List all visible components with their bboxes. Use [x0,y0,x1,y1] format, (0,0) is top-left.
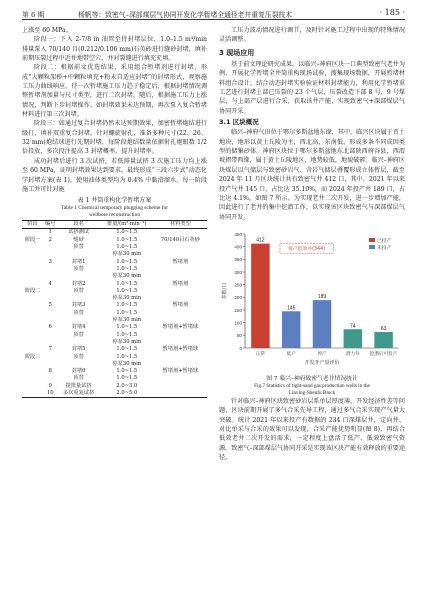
table-header-cell: 阶段 [27,221,38,228]
y-tick-label: 250 [234,282,242,288]
table-body [22,229,207,398]
legend-swatch [369,245,375,249]
table-cell: 1.0~1.5 [116,258,138,265]
table-cell: 暂堵剂 [172,302,189,309]
table-cell: 顶替 [73,309,84,316]
plugging-scheme-table [22,220,207,398]
table-title-en: Table 1 Chemical temporary plugging scheme for [60,205,169,212]
table-cell [22,244,43,251]
y-tick-label: 0 [239,345,242,351]
table-cell: 6 [48,324,52,331]
table-cell: 暂堵剂 [172,258,189,265]
bar [251,244,269,348]
legend-label: 未投产 [377,245,392,251]
table-title-zh: 表 1 井筒重构化学暂堵方案 [77,197,152,205]
table-cell [22,390,43,398]
table-cell: 1.0~1.5 [116,302,138,309]
table-cell [154,332,207,339]
bar-value-label: 189 [317,293,327,300]
x-tick-label: 低产 [286,351,296,357]
table-cell: 5 [48,302,52,309]
paragraph: 成功封堵后进行 3 次试挤，若低排量试挤 3 次施工压力均上涨至 60 MPa，证明封堵效果达到要求。最终形成“三段六步式”动态化学封堵方案(表 1)，使用油体类型均为 0.4% 中黏滑溜水，每一阶段施工并可针对施 [22,157,207,193]
annotation-label: 低产低效井(344) [288,246,326,252]
table-row [22,259,207,266]
bar [313,300,331,348]
table-cell [154,251,207,258]
table-cell: 1 [48,229,52,236]
table-cell [22,317,43,324]
y-axis-label: 井数/口 [222,282,228,300]
table-cell: 顶替 [73,265,84,272]
running-header [22,7,405,20]
table-cell: 停泵30 min [112,273,142,280]
table-cell: 暂堵剂 [172,280,189,287]
table-caption [22,197,207,219]
y-tick-label: 300 [234,269,242,275]
table-cell: 2.0~3.0 [116,382,138,389]
x-axis-label: 开发开产量评价 [304,359,340,366]
table-cell [154,354,207,361]
table-cell: 1.0~1.5 [116,346,138,353]
y-tick-label: 350 [234,257,242,263]
figure-7 [219,226,405,376]
table-cell [57,273,99,280]
table-cell [57,251,99,258]
table-cell [154,266,207,273]
table-cell [43,310,57,317]
table-cell [154,288,207,295]
table-cell: 封堵3 [71,302,86,309]
table-title-en: wellbore reconstruction [88,212,141,219]
table-row [22,310,207,317]
table-cell: 1.0~1.5 [116,265,138,272]
table-cell [154,310,207,317]
bar [282,311,300,348]
right-column [219,26,405,462]
table-row [22,324,207,331]
page-number: · 185 · [379,8,405,17]
table-cell: 1.0~1.5 [116,236,138,243]
table-cell [154,383,207,390]
table-cell [154,229,207,237]
table-cell [43,273,57,280]
table-cell [22,368,43,375]
x-tick-label: 挖潜后可投产 [369,351,398,357]
well-statistics-bar-chart [219,226,405,376]
table-cell [43,317,57,324]
table-cell [22,281,43,288]
table-header-cell: 排量/(m³·min⁻¹) [107,221,147,228]
table-cell [43,295,57,302]
table-row [22,368,207,375]
table-cell: 4 [48,280,52,287]
bar [344,329,362,348]
figure-caption [219,376,405,397]
table-cell: 8 [48,368,52,375]
table-cell: 停泵30 min [112,360,142,367]
table-cell [22,251,43,258]
table-cell: 1.0~1.5 [116,368,138,375]
table-cell [22,324,43,331]
table-cell: 3 [48,258,52,265]
table-cell: 停泵30 min [112,251,142,258]
table-cell: 1.0~1.5 [116,244,138,251]
bar [374,332,392,348]
figure-title-en: Fig.7 Statistics of tight-sand gas production wells in the [254,383,370,390]
paragraph: 阶段一：下入 2-7/8 in 油管至待封堵层位，1.0–1.5 m³/min 排量泵入 70/140 目(0.212/0.106 mm)石英砂进行缝砂封堵，填补前期压裂过程中近井地带空穴，并对裂缝进行填充充填。 [22,36,207,63]
running-title: 杨帆等：致密气–深部煤层气协同开发化学暂堵全通径老井重复压裂技术 [78,11,293,19]
table-cell [43,332,57,339]
table-cell: 顶替 [73,353,84,360]
table-row [22,332,207,339]
section-heading: 3 现场应用 [219,48,255,57]
bar-value-label: 412 [256,237,265,244]
table-cell: 2.0~5.0 [116,390,138,397]
paragraph: 阶段三：如通过复合封堵仍然未达预期效果，加密暂堵炮结进行级打，填补双重复合封堵。针对螺旋射孔、准备多种尺寸(22、26、32 mm)炮结球进行先期封堵，每阶段炮结数量依据射孔炮眼数 1/2 倍投放，多次投注提高 3 封堵概率，提升封堵率。 [22,120,207,156]
table-row [22,229,207,237]
table-cell: 7 [48,346,52,353]
table-cell [22,273,43,280]
table-cell: 阶段二 [24,287,41,294]
table-row [22,273,207,280]
paragraph: 针对临兴–神府区块致密砂岩层系单层厚度薄、开发经济性差等问题，区块前期开展了多气合采先导工程，通过多气合采实现产气量大突破。统计 2021 年以来投产有数据的 234 口深煤层井，定向井、对比单采与合采的效果可以发现，合采产能优势明显(图 8)，再结合低效老井二次开发的需求，一定程度上盘活了低产、低效致密气资源。致密气–深部煤层气协同开采是实现该区块产能有效释放的重要途径。 [219,397,405,462]
table-cell [22,332,43,339]
paragraph: 工压力波动情况进行调节，及时针对施工过程中出现的特殊情况灵活调整。 [219,27,405,44]
table-cell: 1.0~1.5 [116,324,138,331]
table-header-cell: 编号 [45,221,56,228]
table-cell [43,244,57,251]
subsection-heading: 3.1 区块概况 [219,118,259,127]
table-cell [22,302,43,309]
paragraph: 临兴–神府气田位于鄂尔多斯盆地东缘，其中，临兴区块属于晋土地块，地形以黄土丘陵为主，西北高，东南低，形成多条不同成因类型的储集砂体。神府区块位于鄂尔多斯盆地东北部陕西府谷县，西渭坡褶带西缘，属于黄土丘陵地区，地势较低，地貌破碎。临兴–神府区块煤层以气储层与致密砂岩气、含岩气储层叠覆形成立体暂层，截至 2024 年 11 月区块统计共有致密气井 412 口，其中，2021 年以来投产气井 145 口，占比达 35.19%，而 2024 年投产井 189 口，占比达 4.1%，如图 7 所示。为实现老井二次开发，进一步增加产能，因此进行了老井的集中挖潜工作，以实现该区块致密气与深部煤层气协同开发。 [219,129,405,221]
y-tick-label: 200 [234,295,242,301]
table-cell: 停泵30 min [112,338,142,345]
table-cell: 停泵30 min [112,317,142,324]
table-row [22,375,207,382]
y-tick-label: 100 [234,320,242,326]
table-row [22,237,207,244]
table-cell [154,375,207,382]
table-cell [43,251,57,258]
table-cell: 提排量试挤 [65,382,92,389]
paragraph: 基于前文理论研究成果，以临兴–神府区块一口典型致密气老井为例，开展化学暂堵全井筒重构现场试验，搜集现场数据，开展暂堵材料组合设计，结合动态封堵实验验证材料封堵能力，利用化学暂堵重工艺进行封堵上部已压裂的 23 个气层，压裂改造下部 8 号、9 号煤层，与上部产层进行合采，获取该井产能，实现致密气+深部煤层气协同开采。 [219,61,405,115]
table-cell: 顶替 [73,244,84,251]
y-tick-label: 150 [234,307,242,313]
paragraph: 上涨至 60 MPa。 [22,27,72,34]
table-cell: 试挤测试 [68,229,89,236]
table-cell: 1.0~1.5 [116,309,138,316]
table-cell [154,244,207,251]
table-cell [22,229,43,237]
table-row [22,346,207,353]
y-tick-label: 50 [236,333,242,339]
table-cell [43,375,57,382]
y-tick-label: 400 [234,244,242,250]
figure-title-zh: 图 7 临兴–神府致密气老井情况统计 [266,375,358,382]
table-cell: 1.0~1.5 [116,287,138,294]
table-cell: 暂堵剂+暂堵球 [162,368,199,375]
table-cell [22,339,43,346]
figure-title-en: Linxing-Shenfu Block [288,390,336,397]
table-cell [22,361,43,368]
table-cell [22,375,43,382]
table-cell [43,288,57,295]
table-row [22,251,207,258]
table-row [22,302,207,309]
left-column [22,26,207,398]
table-cell: 顶替 [73,331,84,338]
issue-number: 第 6 期 [22,11,45,19]
table-cell: 9 [48,382,52,389]
x-tick-label: 潜力井 [345,351,360,357]
table-cell [154,390,207,398]
table-cell [22,383,43,390]
table-header-cell: 段名 [73,221,84,228]
table-cell: 1.0~1.5 [116,280,138,287]
table-cell: 10 [47,390,54,397]
legend-swatch [369,238,375,242]
table-cell: 封堵6 [71,368,86,375]
table-cell [43,361,57,368]
table-cell: 1.0~1.5 [116,331,138,338]
table-cell [22,310,43,317]
bar-value-label: 63 [380,325,387,332]
table-cell: 封堵1 [71,258,86,265]
table-cell: 暂堵剂+暂堵球 [162,324,199,331]
table-cell [22,259,43,266]
table-cell: 封堵4 [71,324,86,331]
table-cell: 70/140目石英砂 [160,236,200,243]
table-cell [43,266,57,273]
table-cell: 阶段三 [24,353,41,360]
paragraph: 阶段二：根据前文优选结果，采用组合暂堵剂进行封堵，形成“大颗粒架桥+中颗粒填充+粉末自适应封堵”的封堵形式，观察施工压力曲线响应。待一次暂堵施工压力趋于稳定后，根据封堵情况调整暂堵剂加量与尺寸类型，进行二次封堵。随后，根据施工压力上涨情况，判断下步封堵操作。如封堵效果未达预期，再次泵入复合暂堵材料进行第三次封堵。 [22,64,207,119]
table-cell [154,273,207,280]
table-row [22,281,207,288]
table-row [22,390,207,398]
table-cell: 顶替 [73,287,84,294]
table-cell: 1.0~1.5 [116,353,138,360]
table-row [22,354,207,361]
table-cell: 暂堵剂+暂堵球 [162,346,199,353]
table-cell: 多次重复试挤 [63,390,95,397]
table-cell [43,354,57,361]
table-cell: 封堵2 [71,280,86,287]
table-cell [43,339,57,346]
y-tick-label: 450 [234,231,242,237]
table-cell: 1.0~1.5 [116,375,138,382]
x-tick-label: 停产 [317,351,327,357]
table-cell: 停泵30 min [112,295,142,302]
table-header-row [22,221,207,229]
table-cell: 顶替 [73,375,84,382]
legend-label: 已投产 [377,238,392,244]
table-row [22,383,207,390]
table-cell [22,295,43,302]
table-cell: 封堵5 [71,346,86,353]
table-header-cell: 材料类型 [170,221,191,228]
bar-value-label: 145 [287,305,296,312]
table-cell: 阶段一 [24,236,41,243]
table-cell: 1.0~1.5 [116,229,138,236]
bar-value-label: 74 [350,323,356,330]
table-cell: 2 [48,236,52,243]
table-cell: 缝砂 [73,236,84,243]
x-tick-label: 正常 [255,351,266,357]
table-cell [22,346,43,353]
table-cell [22,266,43,273]
